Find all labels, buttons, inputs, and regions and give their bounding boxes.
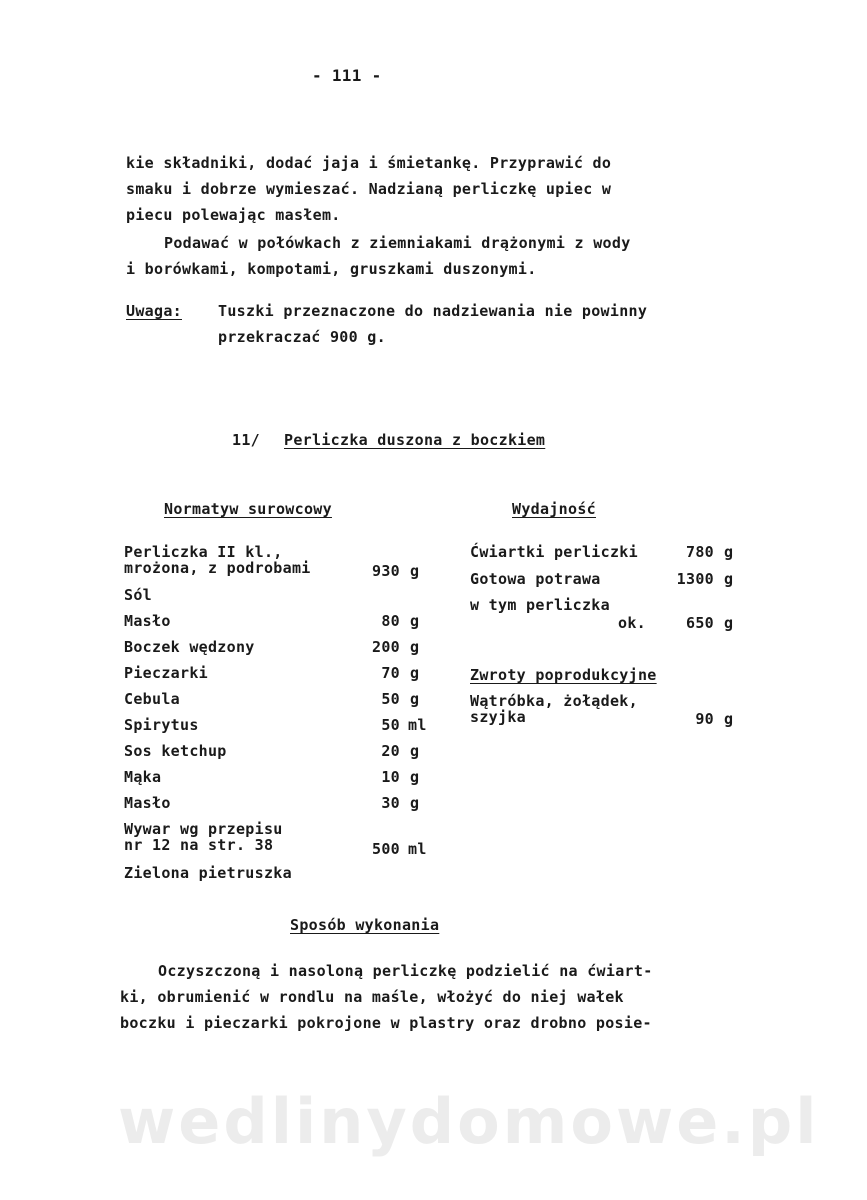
returns-row [470,692,638,726]
ingredient-unit: g [410,638,420,656]
returns-name: Wątróbka, żołądek, [470,692,638,710]
ingredient-row [124,742,227,760]
ingredient-unit: g [410,562,420,580]
ingredient-qty: 50 [381,716,400,734]
yield-qty: 780 [686,543,714,561]
intro-line: smaku i dobrze wymieszać. Nadzianą perliczkę upiec w [126,180,612,198]
intro-line: i borówkami, kompotami, gruszkami duszonymi. [126,260,537,278]
ingredient-name: Perliczka II kl., [124,543,283,561]
yield-row [470,570,601,588]
page-number: - 111 - [312,66,382,85]
ingredient-unit: g [410,768,420,786]
ingredient-unit: ml [408,716,427,734]
note-label: Uwaga: [126,302,182,320]
ingredient-name: Pieczarki [124,664,208,682]
ingredient-row [124,638,255,656]
yield-header: Wydajność [512,500,596,518]
ingredient-unit: g [410,664,420,682]
ingredient-name: Cebula [124,690,180,708]
note-line: przekraczać 900 g. [218,328,386,346]
recipe-title: Perliczka duszona z boczkiem [284,431,546,449]
ingredient-name: Sól [124,586,152,604]
ingredient-qty: 930 [372,562,400,580]
ingredient-row [124,820,283,854]
ingredient-name: Sos ketchup [124,742,227,760]
ingredient-name: Boczek wędzony [124,638,255,656]
method-line: boczku i pieczarki pokrojone w plastry oraz drobno posie- [120,1014,652,1032]
ingredient-name: Masło [124,612,171,630]
ingredient-row [124,690,180,708]
watermark: wedlinydomowe.pl [118,1085,820,1158]
ingredient-row [124,716,199,734]
ingredient-name-cont: nr 12 na str. 38 [124,836,274,854]
yield-qty: 650 [686,614,714,632]
returns-qty: 90 [695,710,714,728]
ingredient-qty: 80 [381,612,400,630]
ingredient-row [124,612,171,630]
recipe-number: 11/ [232,431,260,449]
ingredient-row [124,664,208,682]
ingredient-qty: 200 [372,638,400,656]
yield-approx: ok. [618,614,646,632]
yield-row [470,543,638,561]
ingredient-row [124,586,152,604]
ingredient-qty: 10 [381,768,400,786]
intro-line: kie składniki, dodać jaja i śmietankę. Przyprawić do [126,154,612,172]
yield-unit: g [724,614,734,632]
ingredient-name: Mąka [124,768,162,786]
ingredient-qty: 50 [381,690,400,708]
yield-name: Ćwiartki perliczki [470,543,638,561]
yield-unit: g [724,570,734,588]
ingredient-unit: g [410,742,420,760]
method-line: Oczyszczoną i nasoloną perliczkę podzielić na ćwiart- [158,962,653,980]
ingredient-name-cont: mrożona, z podrobami [124,559,311,577]
ingredient-qty: 500 [372,840,400,858]
ingredient-row [124,794,171,812]
yield-row [470,596,610,614]
ingredient-qty: 30 [381,794,400,812]
ingredient-unit: g [410,690,420,708]
ingredient-unit: ml [408,840,427,858]
note-line: Tuszki przeznaczone do nadziewania nie powinny [218,302,648,320]
ingredient-unit: g [410,612,420,630]
intro-line: Podawać w połówkach z ziemniakami drążonymi z wody [164,234,631,252]
ingredient-name: Masło [124,794,171,812]
ingredient-qty: 20 [381,742,400,760]
ingredient-row [124,543,311,577]
ingredient-qty: 70 [381,664,400,682]
yield-unit: g [724,543,734,561]
method-line: ki, obrumienić w rondlu na maśle, włożyć do niej wałek [120,988,624,1006]
ingredient-row [124,864,292,882]
ingredient-name: Wywar wg przepisu [124,820,283,838]
yield-qty: 1300 [676,570,714,588]
yield-name: w tym perliczka [470,596,610,614]
yield-name: Gotowa potrawa [470,570,601,588]
returns-header: Zwroty poprodukcyjne [470,666,657,684]
method-header: Sposób wykonania [290,916,440,934]
returns-unit: g [724,710,734,728]
ingredient-name: Zielona pietruszka [124,864,292,882]
returns-name-cont: szyjka [470,708,526,726]
ingredient-name: Spirytus [124,716,199,734]
intro-line: piecu polewając masłem. [126,206,341,224]
ingredient-unit: g [410,794,420,812]
ingredient-row [124,768,161,786]
raw-norm-header: Normatyw surowcowy [164,500,332,518]
